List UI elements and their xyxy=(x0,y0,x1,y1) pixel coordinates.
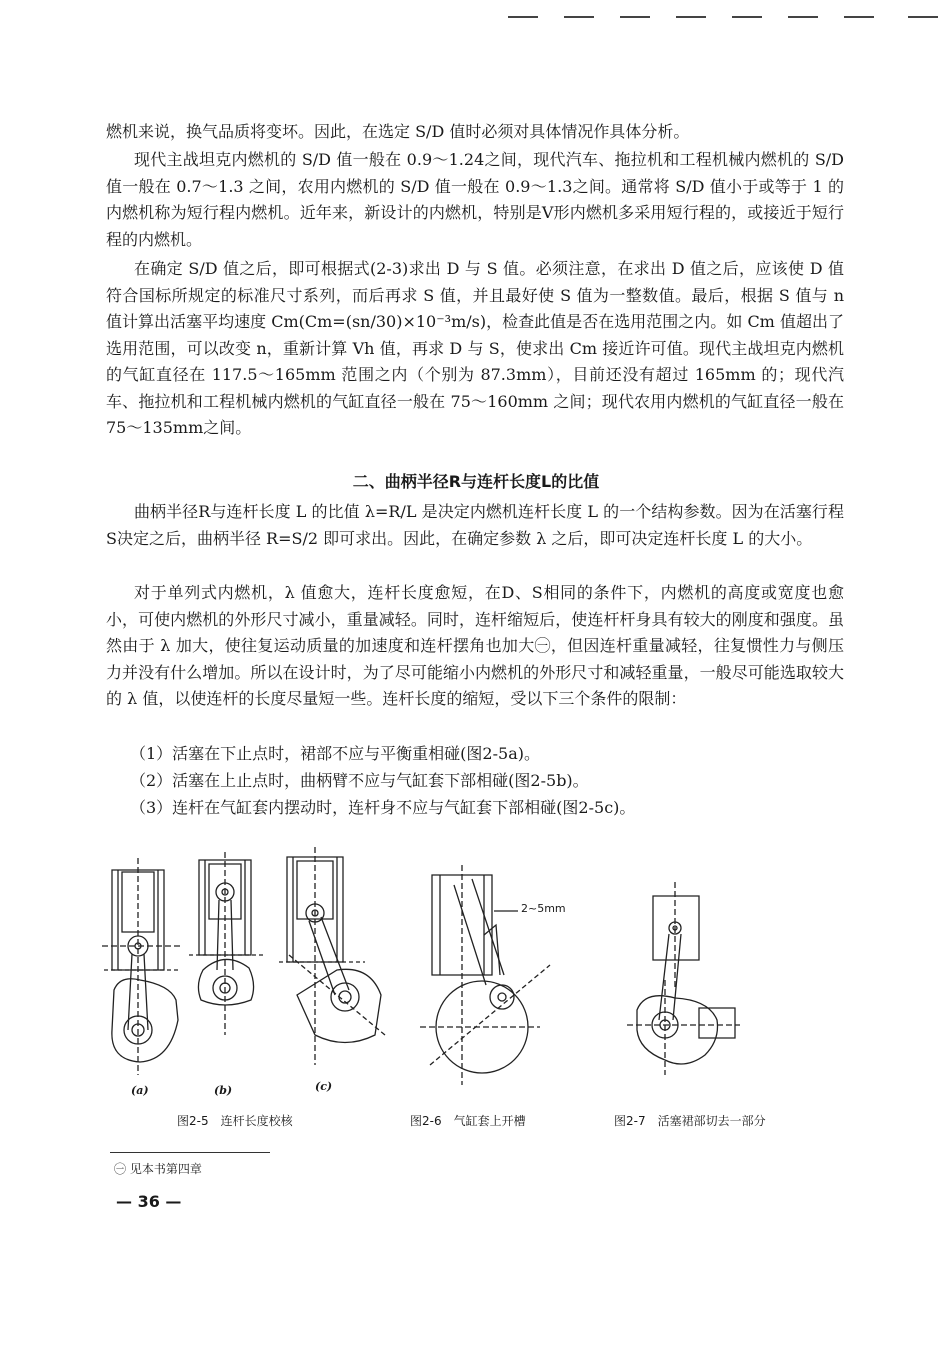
list-item: （3）连杆在气缸套内摆动时，连杆身不应与气缸套下部相碰(图2-5c)。 xyxy=(130,798,636,817)
list-item: （2）活塞在上止点时，曲柄臂不应与气缸套下部相碰(图2-5b)。 xyxy=(130,771,589,790)
figure-2-6-drawing xyxy=(410,865,590,1090)
paragraph-3: 曲柄半径R与连杆长度 L 的比值 λ=R/L 是决定内燃机连杆长度 L 的一个结构参数。因为在活塞行程S决定之后，曲柄半径 R=S/2 即可求出。因此，在确定参数 λ 之后，即可决定连杆长度 L 的大小。 xyxy=(106,502,844,548)
footnote-rule xyxy=(110,1152,270,1153)
paragraph-4: 对于单列式内燃机，λ 值愈大，连杆长度愈短，在D、S相同的条件下，内燃机的高度或宽度也愈小，可使内燃机的外形尺寸减小，重量减轻。同时，连杆缩短后，使连杆杆身具有较大的刚度和强度。虽然由于 λ 加大，使往复运动质量的加速度和连杆摆角也加大㊀，但因连杆重量减轻，往复惯性力与侧压力并没有什么增加。所以在设计时，为了尽可能缩小内燃机的外形尺寸和减轻重量，一般尽可能选取较大的 λ 值，以使连杆的长度尽量短一些。连杆长度的缩短，受以下三个条件的限制： xyxy=(106,583,844,708)
paragraph-1: 现代主战坦克内燃机的 S/D 值一般在 0.9～1.24之间，现代汽车、拖拉机和工程机械内燃机的 S/D 值一般在 0.7～1.3 之间，农用内燃机的 S/D 值一般在 0.9～1.3之间。通常将 S/D 值小于或等于 1 的内燃机称为短行程内燃机。近年来，新设计的内燃机，特别是V形内燃机多采用短行程的，或接近于短行程的内燃机。 xyxy=(106,150,844,249)
figure-2-5a-drawing xyxy=(100,850,190,1080)
figure-2-5c-drawing xyxy=(275,845,390,1075)
figure-2-5c-label: (c) xyxy=(315,1080,333,1093)
figure-2-5b-drawing xyxy=(185,850,275,1080)
figure-2-5a-label: (a) xyxy=(131,1084,149,1097)
list-item: （1）活塞在下止点时，裙部不应与平衡重相碰(图2-5a)。 xyxy=(130,744,540,763)
figure-2-6-caption: 图2-6 气缸套上开槽 xyxy=(410,1114,526,1128)
header-rule xyxy=(508,16,952,20)
paragraph-2: 在确定 S/D 值之后，即可根据式(2-3)求出 D 与 S 值。必须注意，在求出 D 值之后，应该使 D 值符合国标所规定的标准尺寸系列，而后再求 S 值，并且最好使 S 值为一整数值。最后，根据 S 值与 n 值计算出活塞平均速度 Cm(Cm=(sn/30)×10⁻³m/s)，检查此值是否在选用范围之内。如 Cm 值超出了选用范围，可以改变 n，重新计算 Vh 值，再求 D 与 S，使求出 Cm 接近许可值。现代主战坦克内燃机的气缸直径在 117.5～165mm 范围之内（个别为 87.3mm），目前还没有超过 165mm 的；现代汽车、拖拉机和工程机械内燃机的气缸直径一般在 75～160mm 之间；现代农用内燃机的气缸直径一般在 75～135mm之间。 xyxy=(106,259,844,437)
footnote: ㊀ 见本书第四章 xyxy=(114,1162,202,1176)
figure-2-7-caption: 图2-7 活塞裙部切去一部分 xyxy=(614,1114,766,1128)
paragraph-0: 燃机来说，换气品质将变坏。因此，在选定 S/D 值时必须对具体情况作具体分析。 xyxy=(106,122,690,141)
figure-2-5-caption: 图2-5 连杆长度校核 xyxy=(177,1114,293,1128)
figure-2-5b-label: (b) xyxy=(214,1084,233,1097)
section-heading: 二、曲柄半径R与连杆长度L的比值 xyxy=(352,472,600,491)
page-number: — 36 — xyxy=(116,1192,182,1211)
figure-2-6-dimension-label: 2~5mm xyxy=(521,902,566,915)
figure-2-7-drawing xyxy=(625,880,755,1080)
